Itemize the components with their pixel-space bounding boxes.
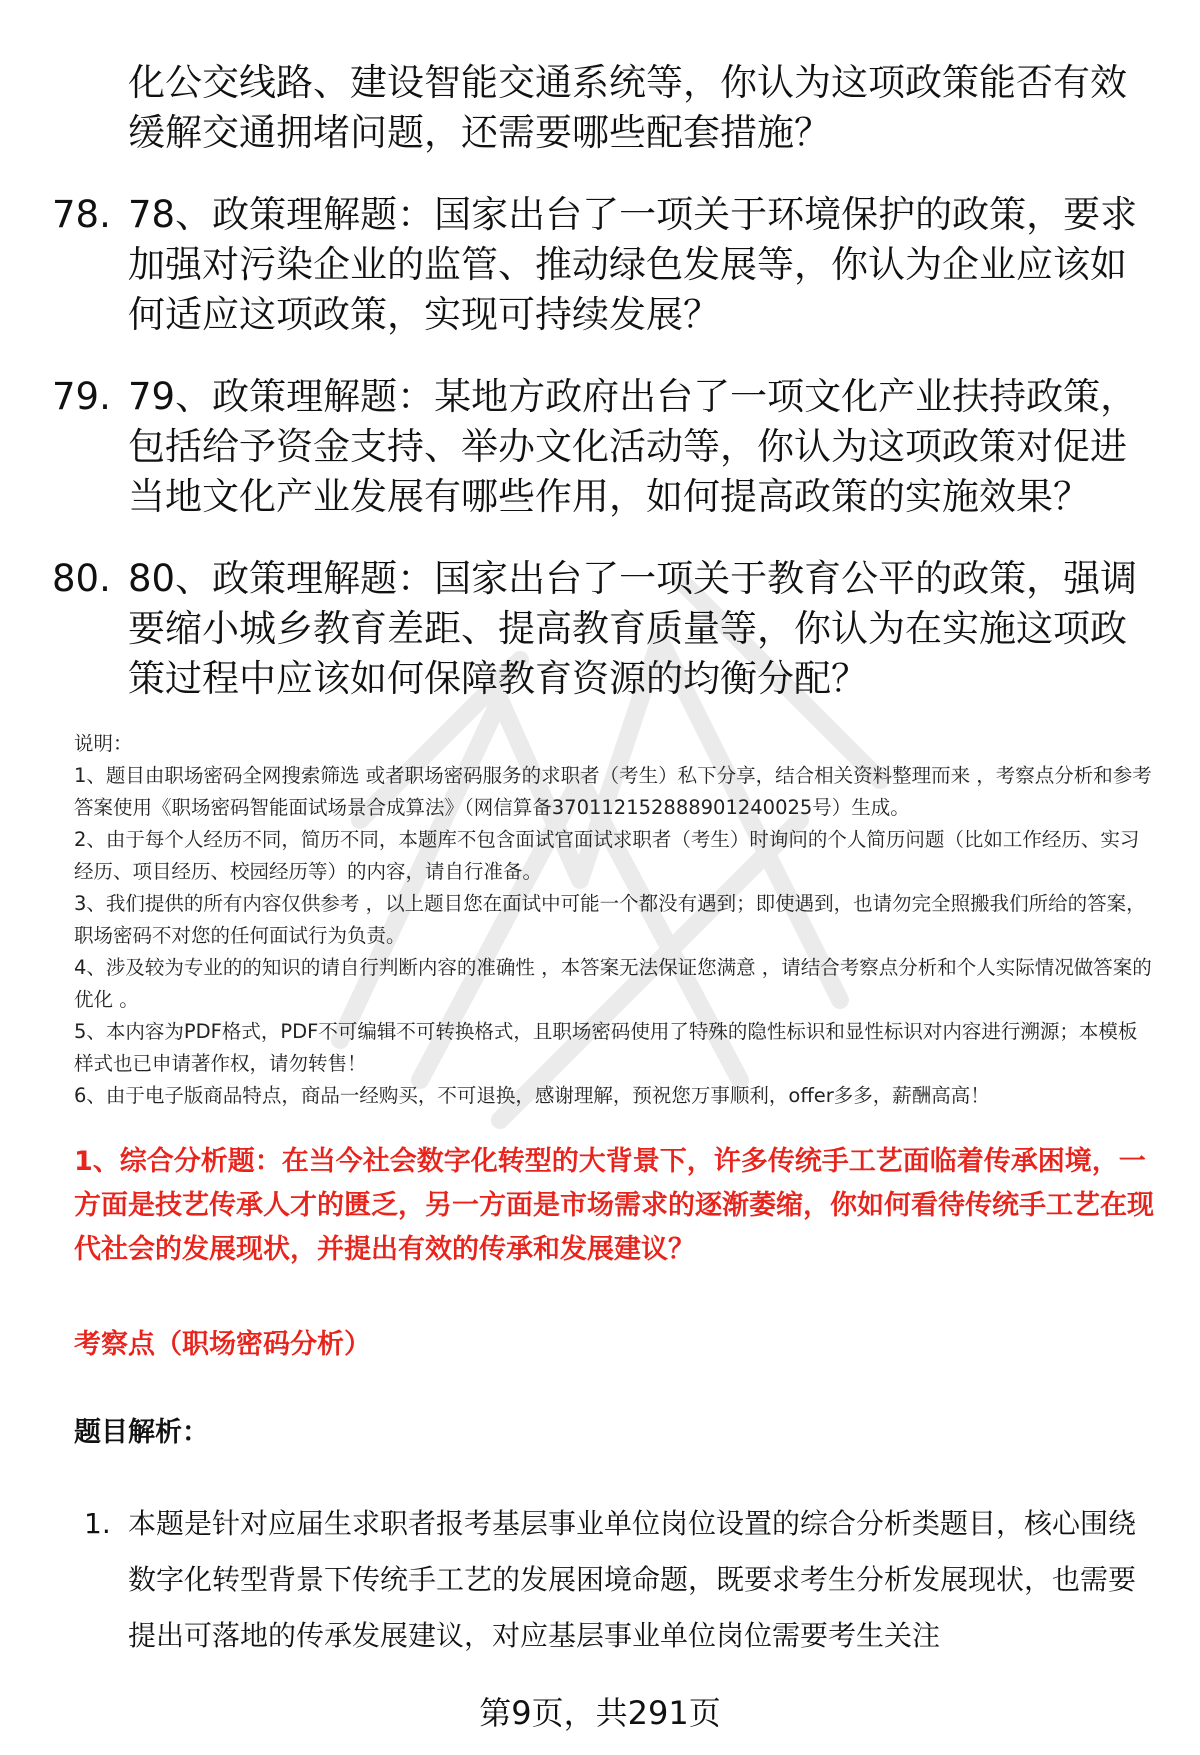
notes-section xyxy=(74,728,1154,1112)
previous-question-continuation: 化公交线路、建设智能交通系统等，你认为这项政策能否有效缓解交通拥堵问题，还需要哪些配套措施？ xyxy=(128,61,1127,154)
examination-point-heading: 考察点（职场密码分析） xyxy=(74,1329,371,1360)
note-item: 1、题目由职场密码全网搜索筛选 或者职场密码服务的求职者（考生）私下分享，结合相关资料整理而来 ，考察点分析和参考答案使用《职场密码智能面试场景合成算法》（网信算备370112152888901240025号）生成。 xyxy=(74,764,1152,819)
note-item: 3、我们提供的所有内容仅供参考 ，以上题目您在面试中可能一个都没有遇到；即使遇到，也请勿完全照搬我们所给的答案，职场密码不对您的任何面试行为负责。 xyxy=(74,892,1146,947)
note-item: 2、由于每个人经历不同，简历不同，本题库不包含面试官面试求职者（考生）时询问的个人简历问题（比如工作经历、实习经历、项目经历、校园经历等）的内容，请自行准备。 xyxy=(74,828,1140,883)
analysis-item-number: 1. xyxy=(84,1507,111,1540)
featured-question: 1、综合分析题：在当今社会数字化转型的大背景下，许多传统手工艺面临着传承困境，一方面是技艺传承人才的匮乏，另一方面是市场需求的逐渐萎缩，你如何看待传统手工艺在现代社会的发展现状，并提出有效的传承和发展建议？ xyxy=(74,1146,1154,1265)
note-item: 5、本内容为PDF格式，PDF不可编辑不可转换格式，且职场密码使用了特殊的隐性标识和显性标识对内容进行溯源；本模板样式也已申请著作权，请勿转售！ xyxy=(74,1020,1138,1075)
question-item-79 xyxy=(52,372,1138,522)
note-item: 6、由于电子版商品特点，商品一经购买，不可退换，感谢理解，预祝您万事顺利，offer多多，薪酬高高！ xyxy=(74,1084,990,1107)
analysis-heading: 题目解析： xyxy=(74,1417,209,1448)
question-list xyxy=(0,58,1200,704)
note-item: 4、涉及较为专业的的知识的请自行判断内容的准确性 ，本答案无法保证您满意 ，请结合考察点分析和个人实际情况做答案的优化 。 xyxy=(74,956,1152,1011)
question-item-78 xyxy=(52,190,1138,340)
notes-title: 说明： xyxy=(74,732,133,755)
question-text: 78、政策理解题：国家出台了一项关于环境保护的政策，要求加强对污染企业的监管、推动绿色发展等，你认为企业应该如何适应这项政策，实现可持续发展？ xyxy=(128,193,1138,336)
analysis-list-item xyxy=(84,1496,1138,1664)
question-item-80 xyxy=(52,554,1138,704)
question-text: 80、政策理解题：国家出台了一项关于教育公平的政策，强调要缩小城乡教育差距、提高教育质量等，你认为在实施这项政策过程中应该如何保障教育资源的均衡分配？ xyxy=(128,557,1138,700)
page-footer: 第9页，共291页 xyxy=(479,1694,721,1732)
question-text: 79、政策理解题：某地方政府出台了一项文化产业扶持政策，包括给予资金支持、举办文化活动等，你认为这项政策对促进当地文化产业发展有哪些作用，如何提高政策的实施效果？ xyxy=(128,375,1138,518)
question-number: 80. xyxy=(52,557,111,600)
question-number: 78. xyxy=(52,193,111,236)
question-number: 79. xyxy=(52,375,111,418)
analysis-item-text: 本题是针对应届生求职者报考基层事业单位岗位设置的综合分析类题目，核心围绕数字化转型背景下传统手工艺的发展困境命题，既要求考生分析发展现状，也需要提出可落地的传承发展建议，对应基层事业单位岗位需要考生关注 xyxy=(128,1507,1137,1652)
